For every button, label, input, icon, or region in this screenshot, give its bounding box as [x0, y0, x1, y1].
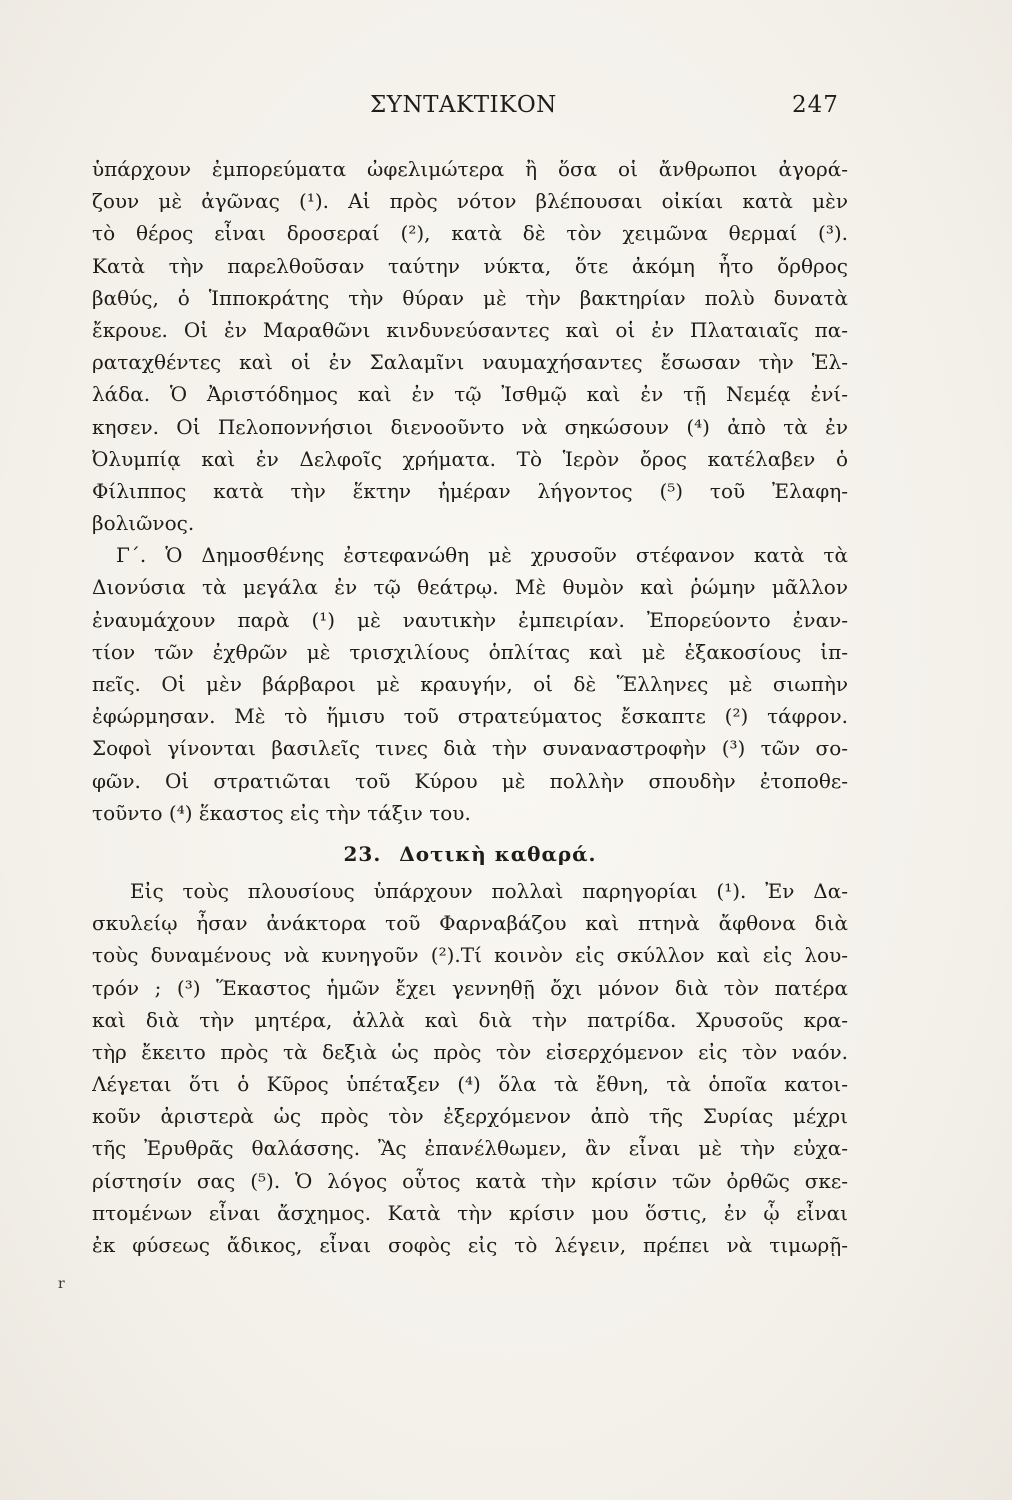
text-line: ὑπάρχουν ἐμπορεύματα ὠφελιμώτερα ἢ ὅσα οἱ ἄνθρωποι ἀγορά-: [92, 157, 848, 181]
text-line: ἐναυμάχουν παρὰ (¹) μὲ ναυτικὴν ἐμπειρίαν. Ἐπορεύοντο ἐναν-: [92, 607, 848, 632]
section-heading: [92, 833, 848, 875]
text-line: Σοφοὶ γίνονται βασιλεῖς τινες διὰ τὴν συναναστροφὴν (³) τῶν σο-: [92, 736, 848, 761]
text-line: Διονύσια τὰ μεγάλα ἐν τῷ θεάτρῳ. Μὲ θυμὸν καὶ ῥώμην μᾶλλον: [92, 575, 848, 600]
page-number: 247: [792, 92, 839, 118]
section-number: 23.: [343, 841, 382, 866]
text-line: τίον τῶν ἐχθρῶν μὲ τρισχιλίους ὁπλίτας καὶ μὲ ἑξακοσίους ἱπ-: [92, 639, 848, 664]
text-line: λάδα. Ὁ Ἀριστόδημος καὶ ἐν τῷ Ἰσθμῷ καὶ ἐν τῇ Νεμέᾳ ἐνί-: [92, 382, 848, 407]
text-line: τὸ θέρος εἶναι δροσεραί (²), κατὰ δὲ τὸν χειμῶνα θερμαί (³).: [92, 221, 848, 246]
text-line: βολιῶνος.: [92, 511, 195, 536]
text-line: Ὀλυμπίᾳ καὶ ἐν Δελφοῖς χρήματα. Τὸ Ἱερὸν ὄρος κατέλαβεν ὁ: [92, 446, 848, 471]
text-line: ζουν μὲ ἀγῶνας (¹). Αἱ πρὸς νότον βλέπουσαι οἰκίαι κατὰ μὲν: [92, 189, 848, 214]
paragraph-block-1: [92, 153, 848, 539]
text-line: τῆς Ἐρυθρᾶς θαλάσσης. Ἂς ἐπανέλθωμεν, ἂν εἶναι μὲ τὴν εὐχα-: [92, 1136, 848, 1161]
text-line: Λέγεται ὅτι ὁ Κῦρος ὑπέταξεν (⁴) ὅλα τὰ ἔθνη, τὰ ὁποῖα κατοι-: [92, 1072, 848, 1097]
text-line: καὶ διὰ τὴν μητέρα, ἀλλὰ καὶ διὰ τὴν πατρίδα. Χρυσοῦς κρα-: [92, 1007, 848, 1032]
page-body: [92, 153, 848, 1261]
text-line: ρίστησίν σας (⁵). Ὁ λόγος οὗτος κατὰ τὴν κρίσιν τῶν ὀρθῶς σκε-: [92, 1168, 848, 1193]
text-line: φῶν. Οἱ στρατιῶται τοῦ Κύρου μὲ πολλὴν σπουδὴν ἐτοποθε-: [92, 768, 848, 793]
text-line: ἐφώρμησαν. Μὲ τὸ ἥμισυ τοῦ στρατεύματος ἔσκαπτε (²) τάφρον.: [92, 704, 848, 729]
page-header: [0, 92, 1012, 126]
text-line: ραταχθέντες καὶ οἱ ἐν Σαλαμῖνι ναυμαχήσαντες ἔσωσαν τὴν Ἑλ-: [92, 350, 848, 375]
running-title: ΣΥΝΤΑΚΤΙΚΟΝ: [370, 92, 557, 118]
margin-mark: r: [58, 1276, 65, 1292]
text-line: κοῦν ἀριστερὰ ὡς πρὸς τὸν ἐξερχόμενον ἀπὸ τῆς Συρίας μέχρι: [92, 1104, 848, 1129]
text-line: κησεν. Οἱ Πελοποννήσιοι διενοοῦντο νὰ σηκώσουν (⁴) ἀπὸ τὰ ἐν: [92, 414, 848, 439]
text-line: ἔκρουε. Οἱ ἐν Μαραθῶνι κινδυνεύσαντες καὶ οἱ ἐν Πλαταιαῖς πα-: [92, 317, 848, 342]
text-line: πτομένων εἶναι ἄσχημος. Κατὰ τὴν κρίσιν μου ὅστις, ἐν ᾧ εἶναι: [92, 1200, 848, 1225]
text-line: βαθύς, ὁ Ἱπποκράτης τὴν θύραν μὲ τὴν βακτηρίαν πολὺ δυνατὰ: [92, 285, 848, 310]
text-line: σκυλείῳ ἦσαν ἀνάκτορα τοῦ Φαρναβάζου καὶ πτηνὰ ἄφθονα διὰ: [92, 911, 848, 936]
text-line: Εἰς τοὺς πλουσίους ὑπάρχουν πολλαὶ παρηγορίαι (¹). Ἐν Δα-: [130, 878, 848, 903]
text-line: τὴρ ἔκειτο πρὸς τὰ δεξιὰ ὡς πρὸς τὸν εἰσερχόμενον εἰς τὸν ναόν.: [92, 1039, 848, 1064]
section-title: Δοτικὴ καθαρά.: [399, 841, 597, 866]
text-line: τοὺς δυναμένους νὰ κυνηγοῦν (²).Τί κοινὸν εἰς σκύλλον καὶ εἰς λου-: [92, 943, 848, 968]
paragraph-block-3: [92, 875, 848, 1261]
paragraph-block-2: [92, 539, 848, 829]
text-line: τοῦντο (⁴) ἕκαστος εἰς τὴν τάξιν του.: [92, 800, 471, 825]
text-line: Γ΄. Ὁ Δημοσθένης ἐστεφανώθη μὲ χρυσοῦν στέφανον κατὰ τὰ: [116, 543, 848, 568]
text-line: πεῖς. Οἱ μὲν βάρβαροι μὲ κραυγήν, οἱ δὲ Ἕλληνες μὲ σιωπὴν: [92, 672, 848, 696]
text-line: Φίλιππος κατὰ τὴν ἕκτην ἡμέραν λήγοντος (⁵) τοῦ Ἐλαφη-: [92, 478, 848, 503]
text-line: τρόν ; (³) Ἕκαστος ἡμῶν ἔχει γεννηθῇ ὄχι μόνον διὰ τὸν πατέρα: [92, 975, 848, 1000]
text-line: ἐκ φύσεως ἄδικος, εἶναι σοφὸς εἰς τὸ λέγειν, πρέπει νὰ τιμωρῇ-: [92, 1233, 848, 1257]
text-line: Κατὰ τὴν παρελθοῦσαν ταύτην νύκτα, ὅτε ἀκόμη ἦτο ὄρθρος: [92, 253, 848, 278]
